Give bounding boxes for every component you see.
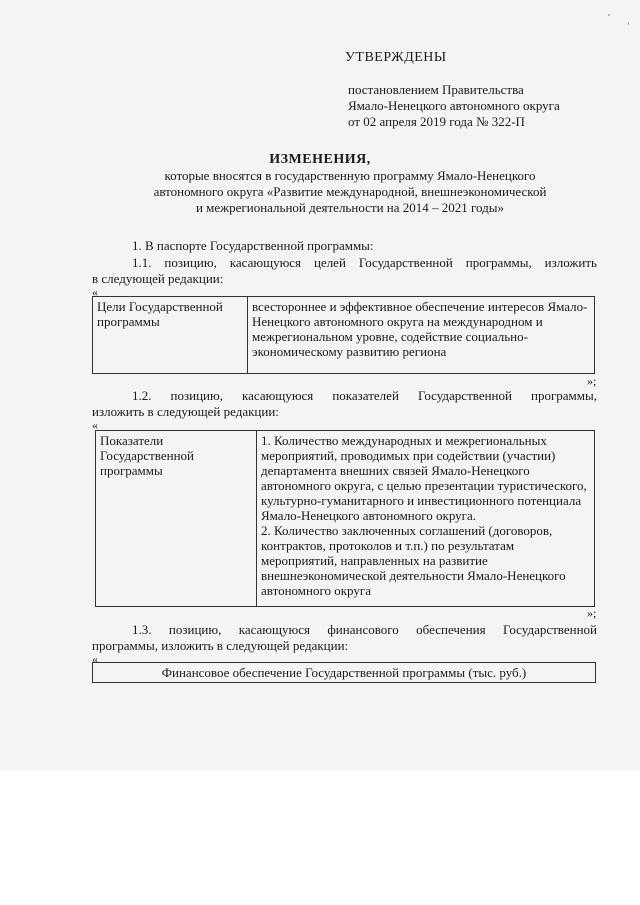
indicators-label-cell: Показатели Государственной программы xyxy=(96,431,257,607)
open-quote: « xyxy=(92,418,98,432)
decree-line: Ямало-Ненецкого автономного округа xyxy=(348,98,560,113)
document-title: ИЗМЕНЕНИЯ, xyxy=(269,152,371,167)
indicators-value-cell xyxy=(257,431,595,607)
goals-label-cell: Цели Государственной программы xyxy=(93,297,248,374)
item-1-2-text-continued: изложить в следующей редакции: xyxy=(92,404,279,419)
goals-value-cell: всестороннее и эффективное обеспечение интересов Ямало-Ненецкого автономного округа на международном и межрегиональном уровне, содействие социально-экономическому развитию региона xyxy=(248,297,595,374)
item-1-1-text-continued: в следующей редакции: xyxy=(92,271,224,286)
subtitle-line: автономного округа «Развитие международной, внешнеэкономической xyxy=(153,184,547,199)
item-1-3-text: 1.3. позицию, касающуюся финансового обеспечения Государственной xyxy=(132,622,597,637)
open-quote: « xyxy=(92,652,98,666)
item-1-1-text: 1.1. позицию, касающуюся целей Государственной программы, изложить xyxy=(132,255,597,270)
open-quote: « xyxy=(92,285,98,299)
decree-line: от 02 апреля 2019 года № 322-П xyxy=(348,114,525,129)
scan-speck xyxy=(608,14,610,16)
indicator-item: 2. Количество заключенных соглашений (договоров, контрактов, протоколов и т.п.) по результатам мероприятий, направленных на развитие внешнеэкономической деятельности Ямало-Ненецкого автономного округа xyxy=(261,523,566,598)
close-quote: »; xyxy=(587,606,597,620)
subtitle-line: и межрегиональной деятельности на 2014 – 2021 годы» xyxy=(195,200,505,215)
goals-table xyxy=(92,296,595,374)
scan-speck xyxy=(628,22,629,25)
indicator-item: 1. Количество международных и межрегиональных мероприятий, проводимых при содействии (участии) департамента внешних связей Ямало-Ненецкого автономного округа, с целью презентации туристического, культурно-гуманитарного и инвестиционного потенциала Ямало-Ненецкого автономного округа. xyxy=(261,433,587,523)
table-row xyxy=(96,431,595,607)
indicators-table xyxy=(95,430,595,607)
close-quote: »; xyxy=(587,374,597,388)
item-1-2-text: 1.2. позицию, касающуюся показателей Государственной программы, xyxy=(132,388,597,403)
document-subtitle xyxy=(0,168,640,216)
section-1-heading: 1. В паспорте Государственной программы: xyxy=(132,238,374,253)
subtitle-line: которые вносятся в государственную программу Ямало-Ненецкого xyxy=(164,168,536,183)
table-row xyxy=(93,297,595,374)
item-1-3-text-continued: программы, изложить в следующей редакции: xyxy=(92,638,349,653)
finance-table-header: Финансовое обеспечение Государственной программы (тыс. руб.) xyxy=(92,662,596,683)
decree-reference xyxy=(348,82,560,130)
blank-area xyxy=(0,770,640,905)
approved-label: УТВЕРЖДЕНЫ xyxy=(345,50,447,65)
decree-line: постановлением Правительства xyxy=(348,82,524,97)
